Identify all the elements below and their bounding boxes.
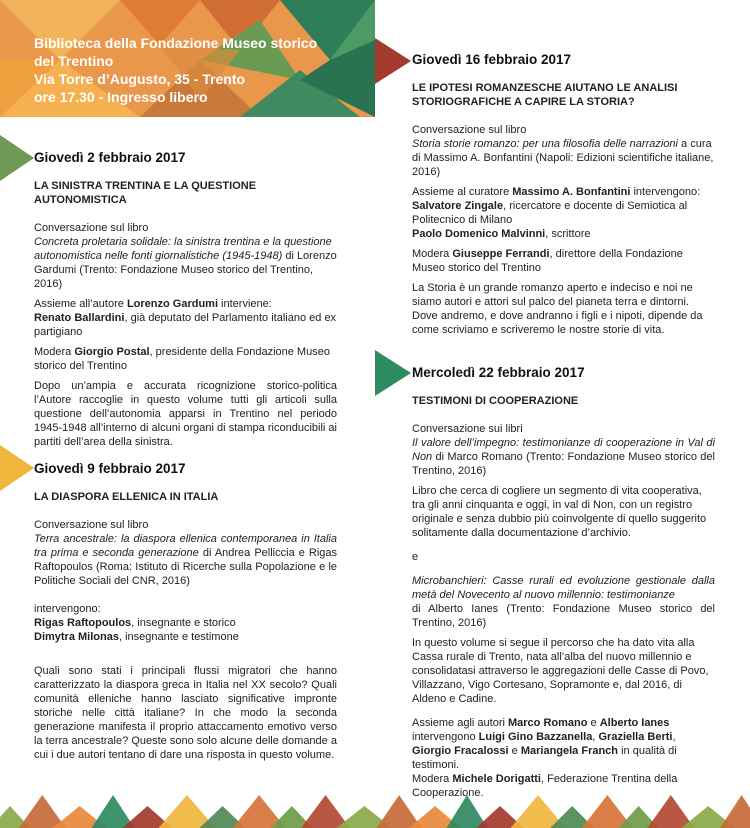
book-description-2: In questo volume si segue il percorso che ha dato vita alla Cassa rurale di Trento, nata all’alba del nuovo millennio e consolidatasi attraverso le aggregazioni delle Casse di Povo, Villazzano, Vigo Cortesano, Sopramonte e, dal 2016, di Aldeno e Cadine.	[412, 637, 709, 705]
book-title: Microbanchieri: Casse rurali ed evoluzione gestionale dalla metà del Novecento al nuovo millennio: testimonianze	[412, 575, 715, 601]
footer-triangle	[720, 795, 750, 828]
footer-triangle	[92, 795, 135, 828]
event-title: LA DIASPORA ELLENICA IN ITALIA	[34, 491, 219, 503]
text: in qualità di testimoni.	[412, 745, 677, 771]
event-title: LE IPOTESI ROMANZESCHE AIUTANO LE ANALISI STORIOGRAFICHE A CAPIRE LA STORIA?	[412, 82, 678, 108]
event-date: Giovedì 2 febbraio 2017	[34, 150, 186, 165]
header-line-1: Biblioteca della Fondazione Museo storico	[34, 35, 318, 51]
book-info-1	[412, 436, 715, 478]
speaker-role: , scrittore	[545, 228, 591, 240]
event-date: Mercoledì 22 febbraio 2017	[412, 365, 585, 380]
moderator	[34, 345, 337, 373]
event-date: Giovedì 9 febbraio 2017	[34, 461, 186, 476]
date-marker-triangle-3	[375, 38, 411, 84]
moderator-name: Giuseppe Ferrandi	[452, 248, 550, 260]
speaker-name: Rigas Raftopoulos	[34, 617, 132, 629]
header-line-2: del Trentino	[34, 53, 114, 69]
event-title: TESTIMONI DI COOPERAZIONE	[412, 395, 579, 407]
event-4	[412, 366, 715, 800]
speaker-name: Renato Ballardini	[34, 312, 125, 324]
book-info	[34, 235, 337, 291]
text: Modera	[34, 346, 75, 358]
book-title: Terra ancestrale: la diaspora ellenica contemporanea in Italia tra prima e seconda generazione	[34, 533, 337, 559]
event-description: Dopo un’ampia e accurata ricognizione storico-politica l’Autore raccoglie in questo volume tutti gli articoli sulla questione dell’autonomia apparsi in Trentino nel periodo 1945-1948 all’interno di alcuni organi di stampa riconducibili ai partiti dell’area della sinistra.	[34, 380, 337, 448]
speakers	[34, 297, 337, 339]
book-details: di Marco Romano (Trento: Fondazione Museo storico del Trentino, 2016)	[412, 451, 715, 477]
speaker-name: Salvatore Zingale	[412, 200, 504, 212]
author-name: Marco Romano	[508, 717, 588, 729]
event-1	[34, 151, 337, 449]
book-details: a cura di Massimo A. Bonfantini (Napoli: Edizioni scientifiche italiane, 2016)	[412, 138, 714, 178]
header-line-3: Via Torre d’Augusto, 35 - Trento	[34, 71, 246, 87]
interventions-label: intervengono:	[34, 603, 101, 615]
header-line-4: ore 17.30 - Ingresso libero	[34, 89, 208, 105]
event-intro: Conversazione sul libro	[34, 222, 149, 234]
moderator-role: , direttore della Fondazione Museo storico del Trentino	[412, 248, 683, 274]
moderator	[412, 247, 715, 275]
text: Modera	[412, 248, 453, 260]
speaker-name: Mariangela Franch	[520, 745, 619, 757]
conjunction: e	[412, 551, 419, 563]
speaker-role: , ricercatore e docente di Semiotica al Politecnico di Milano	[412, 200, 688, 226]
event-2	[34, 462, 337, 762]
speaker-name: Luigi Gino Bazzanella	[478, 731, 593, 743]
text: intervengono:	[630, 186, 701, 198]
moderator-role: , presidente della Fondazione Museo storico del Trentino	[34, 346, 330, 372]
curator-name: Massimo A. Bonfantini	[512, 186, 631, 198]
header-text	[34, 34, 364, 106]
moderator-role: , Federazione Trentina della Cooperazione.	[412, 773, 678, 799]
text: e	[508, 745, 521, 757]
book-info	[412, 137, 715, 179]
speakers	[34, 616, 337, 644]
event-description: Quali sono stati i principali flussi migratori che hanno caratterizzato la diaspora greca in Italia nel XX secolo? Quali comunità elleniche hanno lasciato significative impronte storiche nelle città italiane? In che modo la seconda generazione manifesta il proprio attaccamento emotivo verso la terra ancestrale? Queste sono solo alcune delle domande a cui i due autori tentano di dare una risposta in questo volume.	[34, 665, 337, 761]
book-title: Storia storie romanzo: per una filosofia delle narrazioni	[412, 138, 678, 150]
text: Assieme al curatore	[412, 186, 513, 198]
text: Assieme all’autore	[34, 298, 127, 310]
footer-triangle	[446, 795, 487, 828]
speaker-name: Paolo Domenico Malvinni	[412, 228, 546, 240]
date-marker-triangle-2	[0, 445, 34, 491]
event-intro: Conversazione sui libri	[412, 423, 523, 435]
event-date: Giovedì 16 febbraio 2017	[412, 52, 572, 67]
header-banner	[0, 0, 375, 117]
event-intro: Conversazione sul libro	[412, 124, 527, 136]
text: intervengono	[412, 731, 479, 743]
moderator-name: Michele Dorigatti	[452, 773, 541, 785]
footer-pattern	[0, 783, 750, 828]
book-title: Il valore dell’impegno: testimonianze di cooperazione in Val di Non	[412, 437, 715, 463]
book-description-1: Libro che cerca di cogliere un segmento di vita cooperativa, tra gli anni cinquanta e oggi, in val di Non, con un registro originale e senza dubbio più coinvolgente di quello suggerito solitamente dalla documentazione d’archivio.	[412, 485, 707, 539]
book-details: di Alberto Ianes (Trento: Fondazione Museo storico del Trentino, 2016)	[412, 603, 715, 629]
speaker-role: , già deputato del Parlamento italiano ed ex partigiano	[34, 312, 337, 338]
text: Modera	[412, 773, 453, 785]
event-intro: Conversazione sul libro	[34, 519, 149, 531]
event-3	[412, 53, 715, 337]
speaker-role: , insegnante e testimone	[118, 631, 239, 643]
date-marker-triangle-1	[0, 135, 34, 181]
text: interviene:	[218, 298, 272, 310]
date-marker-triangle-4	[375, 350, 411, 396]
speaker-role: , insegnante e storico	[131, 617, 236, 629]
author-name: Lorenzo Gardumi	[126, 298, 218, 310]
text: ,	[672, 731, 676, 743]
speaker-name: Graziella Berti	[598, 731, 673, 743]
book-info	[34, 532, 337, 588]
book-details: di Andrea Pelliccia e Rigas Raftopoulos (Roma: Istituto di Ricerche sulla Popolazione e le Politiche Sociali del CNR, 2016)	[34, 547, 338, 587]
footer-triangle	[377, 795, 422, 828]
book-title: Concreta proletaria solidale: la sinistra trentina e la questione autonomistica nelle fonti giornalistiche (1945-1948)	[34, 236, 332, 262]
speaker-name: Dimytra Milonas	[34, 631, 119, 643]
speaker-name: Giorgio Fracalossi	[412, 745, 509, 757]
event-title: LA SINISTRA TRENTINA E LA QUESTIONE AUTONOMISTICA	[34, 180, 257, 206]
text: ,	[592, 731, 599, 743]
author-name: Alberto Ianes	[599, 717, 670, 729]
moderator-name: Giorgio Postal	[74, 346, 150, 358]
text: e	[587, 717, 600, 729]
text: Assieme agli autori	[412, 717, 508, 729]
speakers	[412, 185, 715, 241]
book-details: di Lorenzo Gardumi (Trento: Fondazione Museo storico del Trentino, 2016)	[34, 250, 337, 290]
book-info-2	[412, 574, 715, 630]
event-description: La Storia è un grande romanzo aperto e indeciso e noi ne siamo autori e attori sul palco del pianeta terra e dintorni. Dove andremo, e dove andranno i figli e i nipoti, dipende da come scriviamo e scriveremo le nostre storie di vita.	[412, 282, 703, 336]
